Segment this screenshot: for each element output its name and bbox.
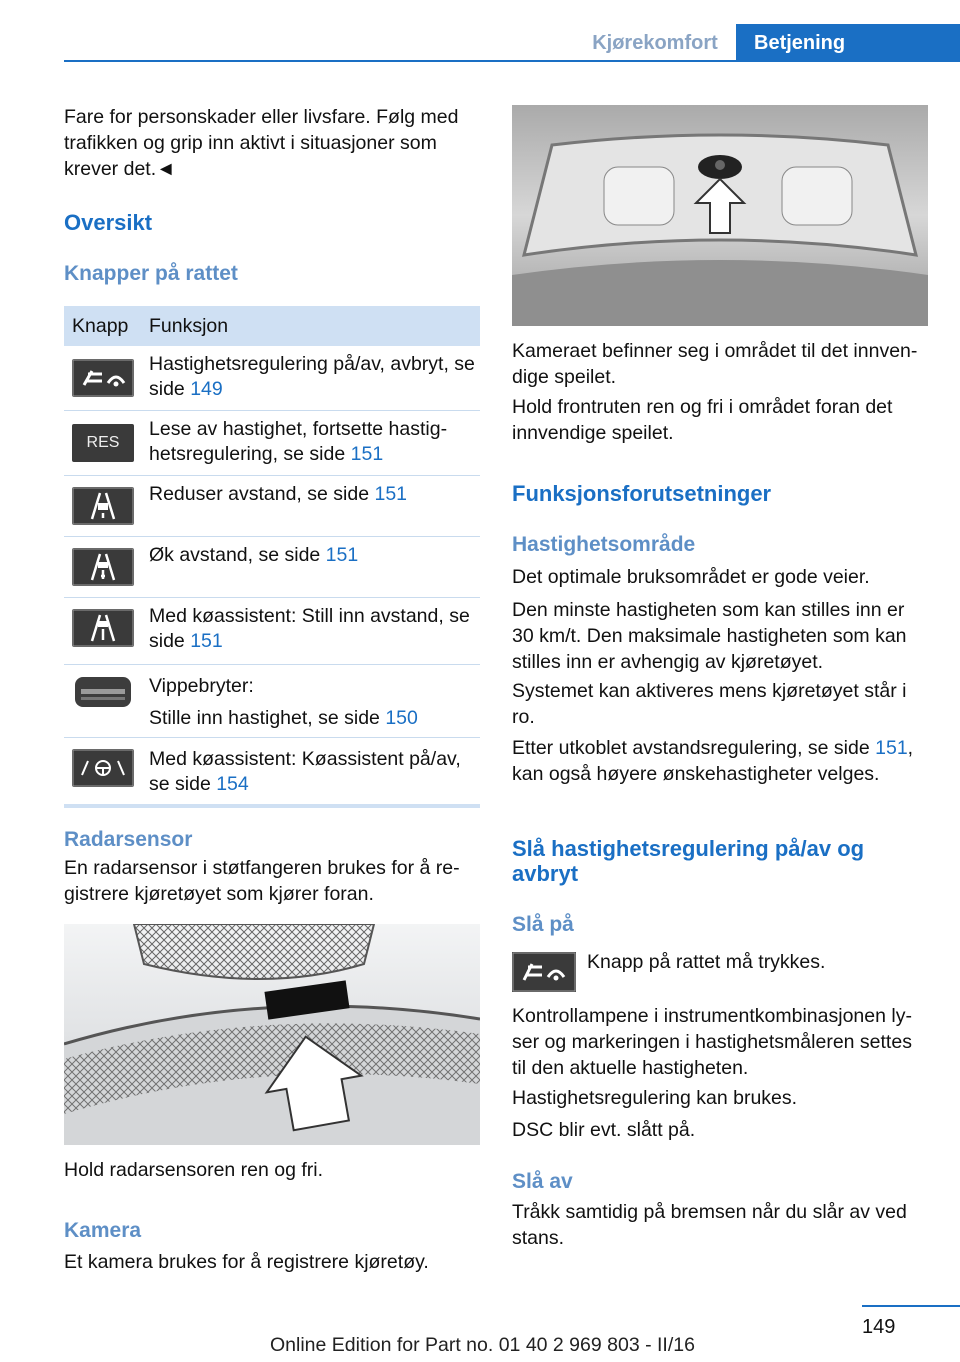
table-col-knapp: Knapp [72,315,129,337]
res-button-icon: RES [72,424,134,462]
heading-funksjonsforutsetninger: Funksjonsforutsetninger [512,481,772,506]
table-row [64,598,480,665]
page-link-151[interactable]: 151 [875,737,908,759]
table-row [64,476,480,537]
table-row-text: Lese av hastighet, fortsette hastig-hetsregulering, se side 151 [149,418,448,465]
buttons-table [64,306,480,808]
page-link-151[interactable]: 151 [350,443,384,465]
table-row-text: Hastighetsregulering på/av, avbryt, se side 149 [149,353,475,400]
camera-text-1: Kameraet befinner seg i området til det innven-dige speilet. [512,340,918,388]
table-row-text: Med køassistent: Still inn avstand, se side 151 [149,605,470,652]
heading-sla-pa: Slå på [512,913,574,936]
page-link-151[interactable]: 151 [374,483,408,505]
heading-sla-hastighetsregulering: Slå hastighetsregulering på/av og avbryt [512,836,865,886]
table-row-text-line: Vippebryter: [149,675,254,697]
reduce-distance-icon [72,487,134,525]
speed-range-text-2: Den minste hastigheten som kan stilles inn er 30 km/t. Den maksimale hastigheten som kan stilles inn er avhengig av kjøretøyet. [512,599,907,673]
table-row [64,411,480,476]
sla-pa-text: Knapp på rattet må trykkes. [587,951,826,973]
queue-assistant-icon [72,749,134,787]
cruise-control-icon [512,952,576,992]
table-row [64,738,480,804]
footer-rule [862,1305,960,1307]
speed-range-text-3: Systemet kan aktiveres mens kjøretøyet står i ro. [512,680,907,728]
page-number: 149 [862,1316,896,1338]
heading-knapper: Knapper på rattet [64,262,238,285]
heading-oversikt: Oversikt [64,210,153,235]
radar-sensor-photo [64,924,480,1145]
header-rule [64,60,960,62]
page-link-149[interactable]: 149 [190,378,223,400]
radar-caption: Hold radarsensoren ren og fri. [64,1159,324,1181]
header-chapter-tab [736,24,960,62]
page-link-150[interactable]: 150 [385,707,418,729]
heading-kamera: Kamera [64,1219,142,1242]
table-row-text: Øk avstand, se side 151 [149,544,359,566]
heading-sla-av: Slå av [512,1170,573,1193]
table-col-funksjon: Funksjon [149,315,229,337]
table-row-text [149,674,476,731]
table-row-text-line: Stille inn hastighet, se side 150 [149,707,418,729]
sla-pa-detail: Kontrollampene i instrumentkombinasjonen ly-ser og markeringen i hastighetsmåleren settes til den aktuelle hastigheten. [512,1005,912,1079]
page-link-151[interactable]: 151 [190,630,223,652]
table-header [64,306,480,346]
sla-av-text: Tråkk samtidig på bremsen når du slår av ved stans. [512,1201,907,1249]
page-link-151[interactable]: 151 [325,544,359,566]
header-section-tab: Kjørekomfort [592,32,718,54]
table-row-text: Med køassistent: Køassistent på/av, se side 154 [149,748,461,795]
footer-edition: Online Edition for Part no. 01 40 2 969 803 - II/16 [270,1334,695,1356]
table-bottom-rule [64,804,480,808]
page-link-154[interactable]: 154 [216,773,249,795]
table-row [64,346,480,411]
dsc-text: DSC blir evt. slått på. [512,1119,696,1141]
kamera-text: Et kamera brukes for å registrere kjøretøy. [64,1251,429,1273]
intro-warning-text: Fare for personskader eller livsfare. Følg med trafikken og grip inn aktivt i situasjoner som krever det.◄ [64,106,459,180]
table-row-text: Reduser avstand, se side 151 [149,483,408,505]
camera-location-photo [512,105,928,326]
cruise-usable-text: Hastighetsregulering kan brukes. [512,1087,798,1109]
cruise-control-icon [72,359,134,397]
speed-range-text-1: Det optimale bruksområdet er gode veier. [512,566,870,588]
table-row [64,537,480,598]
table-row [64,665,480,738]
heading-radarsensor: Radarsensor [64,828,193,851]
radar-text: En radarsensor i støtfangeren brukes for å re-gistrere kjøretøyet som kjører foran. [64,857,460,905]
increase-distance-icon [72,548,134,586]
camera-text-2: Hold frontruten ren og fri i området foran det innvendige speilet. [512,396,893,444]
header-chapter-label: Betjening [754,32,846,54]
queue-distance-icon [72,609,134,647]
rocker-switch-icon [72,673,134,711]
speed-range-text-4: Etter utkoblet avstandsregulering, se side 151, kan også høyere ønskehastigheter velges. [512,737,914,785]
heading-hastighetsomrade: Hastighetsområde [512,533,696,556]
